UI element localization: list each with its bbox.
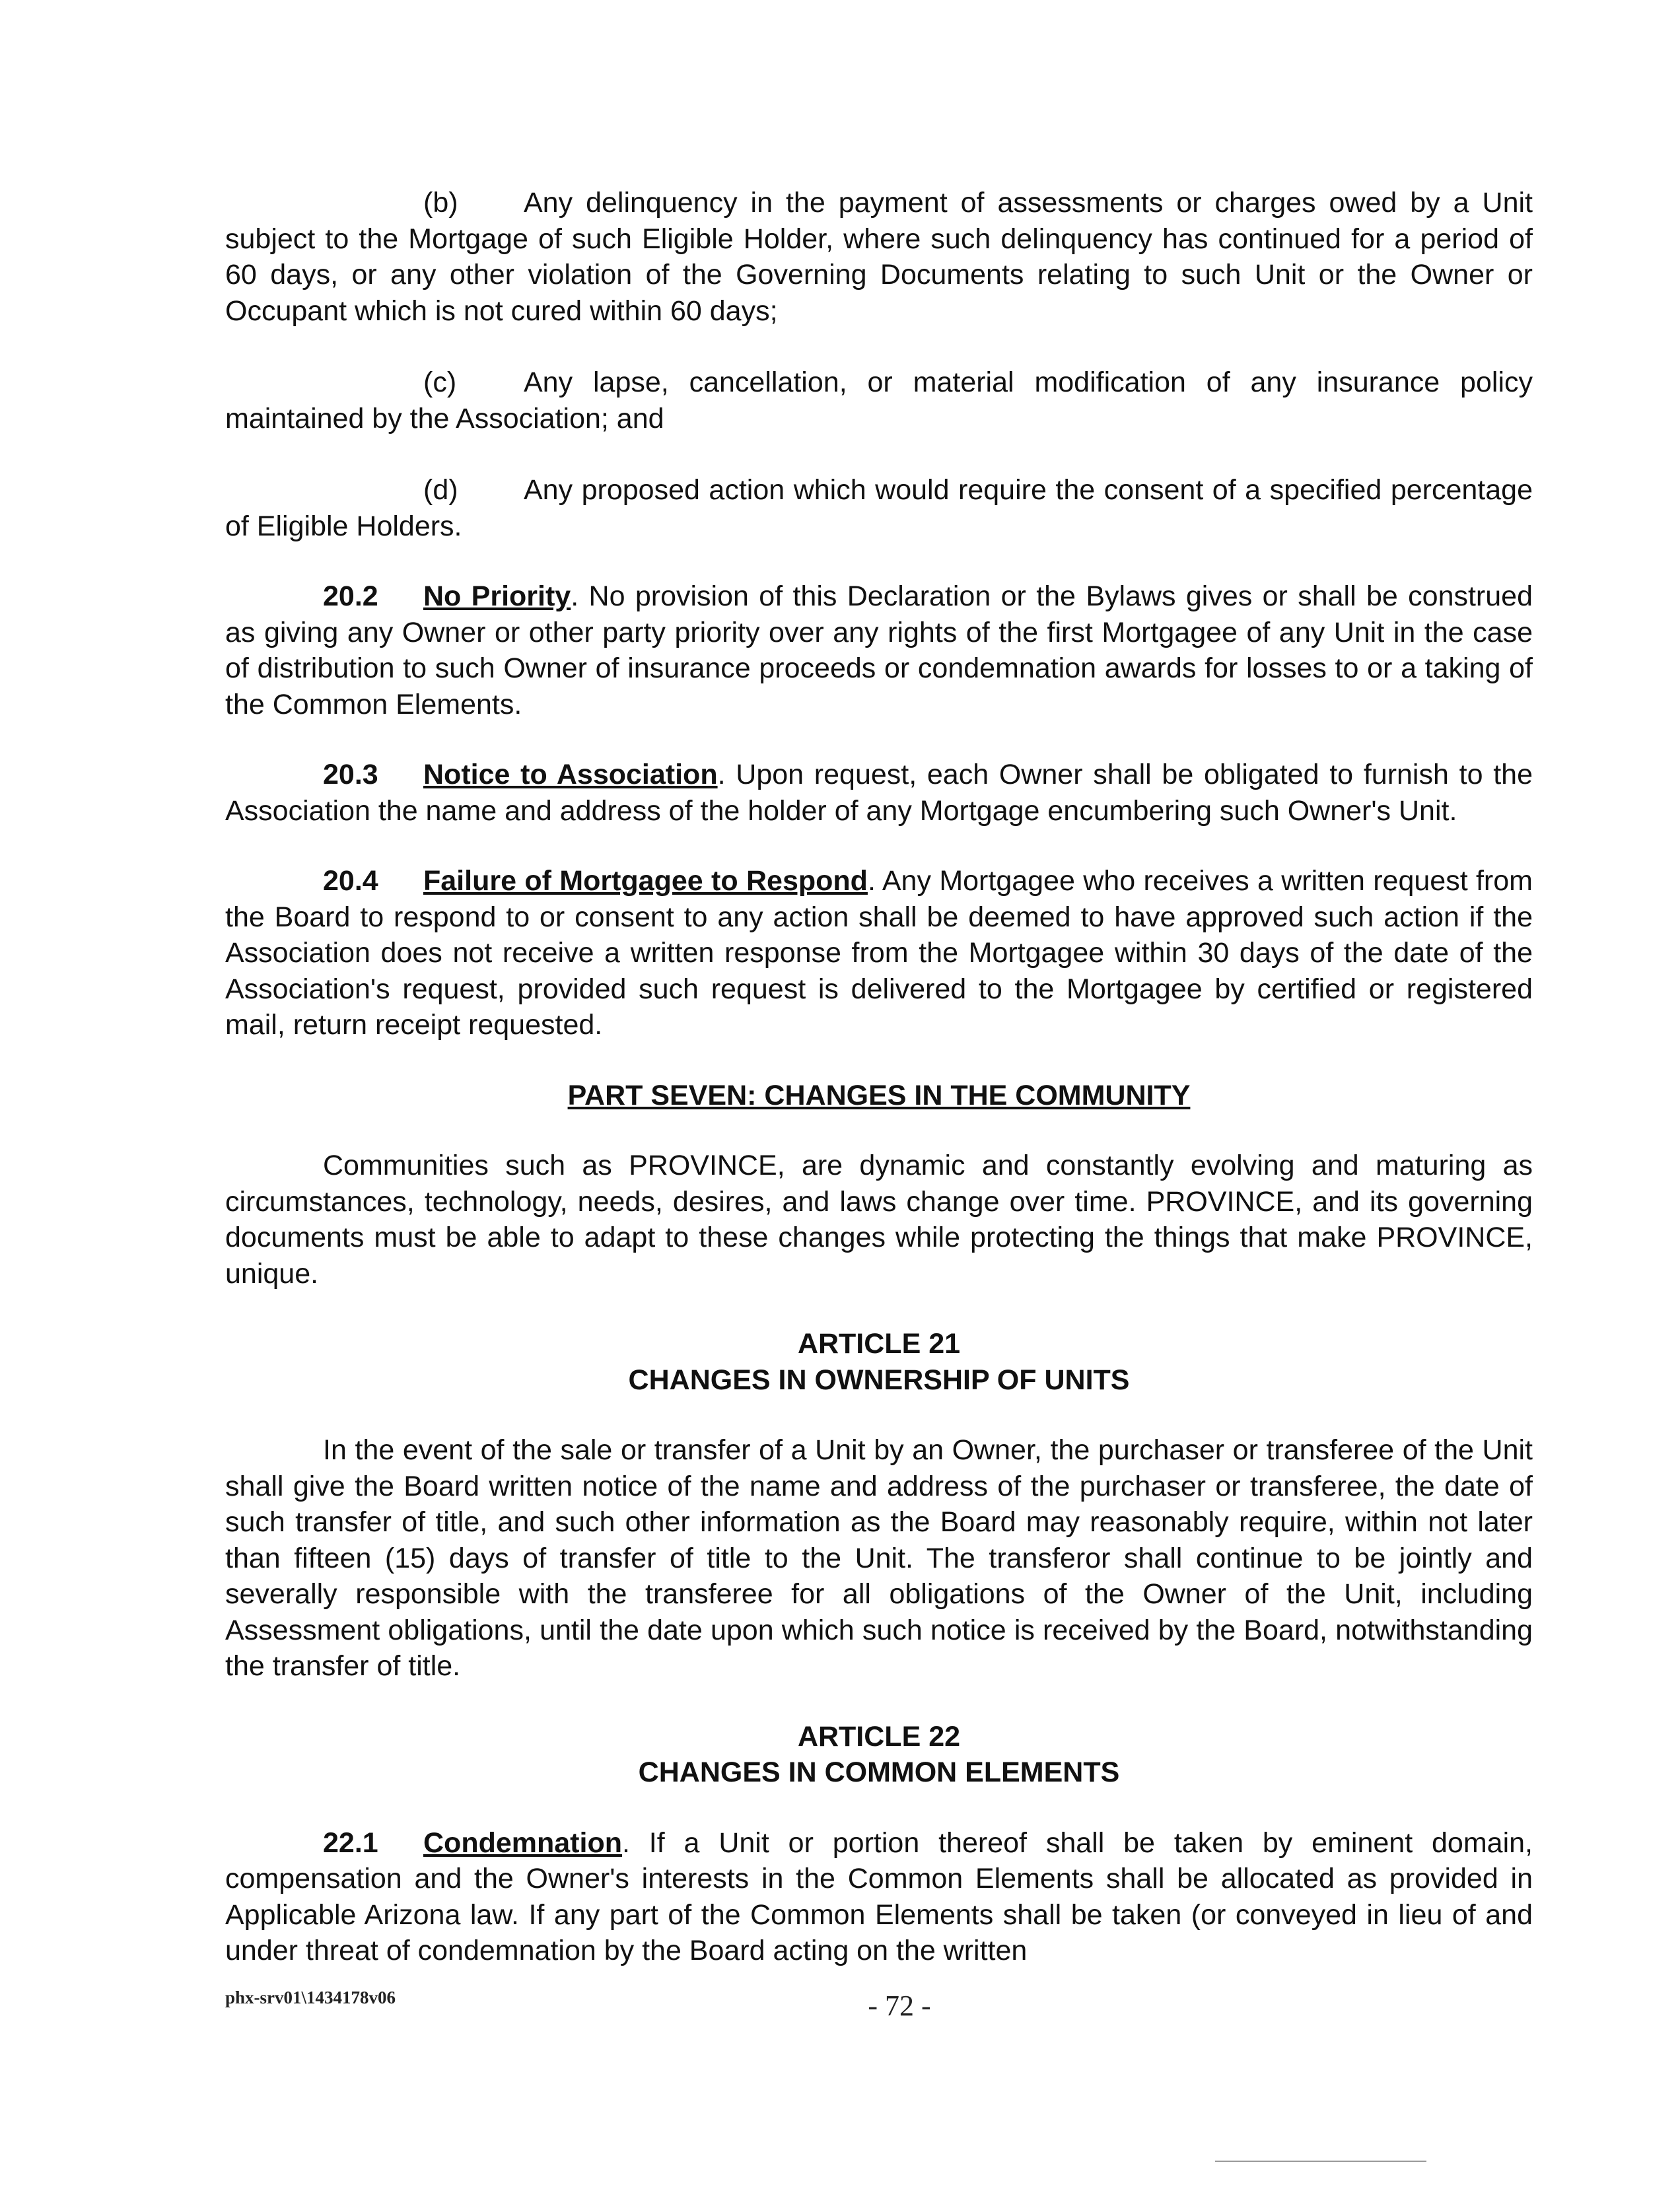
article-22-title: CHANGES IN COMMON ELEMENTS	[638, 1756, 1120, 1788]
paragraph-d-text: Any proposed action which would require the consent of a specified percentage of Eligible Holders.	[225, 474, 1533, 542]
document-id: phx-srv01\1434178v06	[225, 1988, 396, 2007]
section-heading: Condemnation	[423, 1826, 622, 1859]
section-heading: Notice to Association	[423, 759, 718, 790]
section-number: 20.3	[323, 759, 378, 790]
paragraph-b-text: Any delinquency in the payment of assessments or charges owed by a Unit subject to the Mortgage of such Eligible Holder, where such delinquency has continued for a period of 60 days, or any other violation of the Governing Documents relating to such Unit or the Owner or Occupant which is not cured within 60 days;	[225, 187, 1533, 327]
part-seven-title: PART SEVEN: CHANGES IN THE COMMUNITY	[567, 1079, 1191, 1111]
section-22-1	[225, 1825, 1533, 1969]
section-text: . Any Mortgagee who receives a written request from the Board to respond to or consent to any action shall be deemed to have approved such action if the Association does not receive a written response from the Mortgagee within 30 days of the date of the Association's request, provided such request is delivered to the Mortgagee by certified or registered mail, return receipt requested.	[225, 865, 1533, 1041]
paragraph-c-label: (c)	[423, 366, 457, 398]
section-20-4	[225, 863, 1533, 1043]
article-22-number: ARTICLE 22	[797, 1720, 961, 1753]
section-number: 22.1	[323, 1826, 378, 1859]
section-text: . If a Unit or portion thereof shall be taken by eminent domain, compensation and the Owner's interests in the Common Elements shall be allocated as provided in Applicable Arizona law. If any part of the Common Elements shall be taken (or conveyed in lieu of and under threat of condemnation by the Board acting on the written	[225, 1826, 1533, 1966]
section-heading: No Priority	[423, 580, 571, 612]
paragraph-b	[225, 185, 1533, 329]
article-21-number: ARTICLE 21	[797, 1328, 961, 1360]
section-heading: Failure of Mortgagee to Respond	[423, 865, 868, 897]
article-21-title: CHANGES IN OWNERSHIP OF UNITS	[628, 1364, 1130, 1396]
section-20-2	[225, 578, 1533, 722]
section-number: 20.2	[323, 580, 378, 612]
paragraph-c-text: Any lapse, cancellation, or material modification of any insurance policy maintained by the Association; and	[225, 366, 1533, 434]
section-text: . No provision of this Declaration or the Bylaws gives or shall be construed as giving any Owner or other party priority over any rights of the first Mortgagee of any Unit in the case of distribution to such Owner of insurance proceeds or condemnation awards for losses to or a taking of the Common Elements.	[225, 580, 1533, 720]
scan-artifact-line	[1215, 2161, 1426, 2162]
paragraph-d	[225, 472, 1533, 544]
page-body	[225, 185, 1533, 1969]
page-number: - 72 -	[868, 1990, 931, 2022]
paragraph-d-label: (d)	[423, 474, 458, 506]
paragraph-c	[225, 364, 1533, 436]
section-text: . Upon request, each Owner shall be obligated to furnish to the Association the name and address of the holder of any Mortgage encumbering such Owner's Unit.	[225, 759, 1533, 827]
section-20-3	[225, 757, 1533, 829]
article-21-text: In the event of the sale or transfer of a Unit by an Owner, the purchaser or transferee of the Unit shall give the Board written notice of the name and address of the purchaser or transferee, the date of such transfer of title, and such other information as the Board may reasonably require, within not later than fifteen (15) days of transfer of title to the Unit. The transferor shall continue to be jointly and severally responsible with the transferee for all obligations of the Owner of the Unit, including Assessment obligations, until the date upon which such notice is received by the Board, notwithstanding the transfer of title.	[225, 1434, 1533, 1682]
section-number: 20.4	[323, 865, 378, 897]
paragraph-b-label: (b)	[423, 187, 458, 219]
part-seven-intro: Communities such as PROVINCE, are dynamic and constantly evolving and maturing as circumstances, technology, needs, desires, and laws change over time. PROVINCE, and its governing documents must be able to adapt to these changes while protecting the things that make PROVINCE, unique.	[225, 1150, 1533, 1290]
